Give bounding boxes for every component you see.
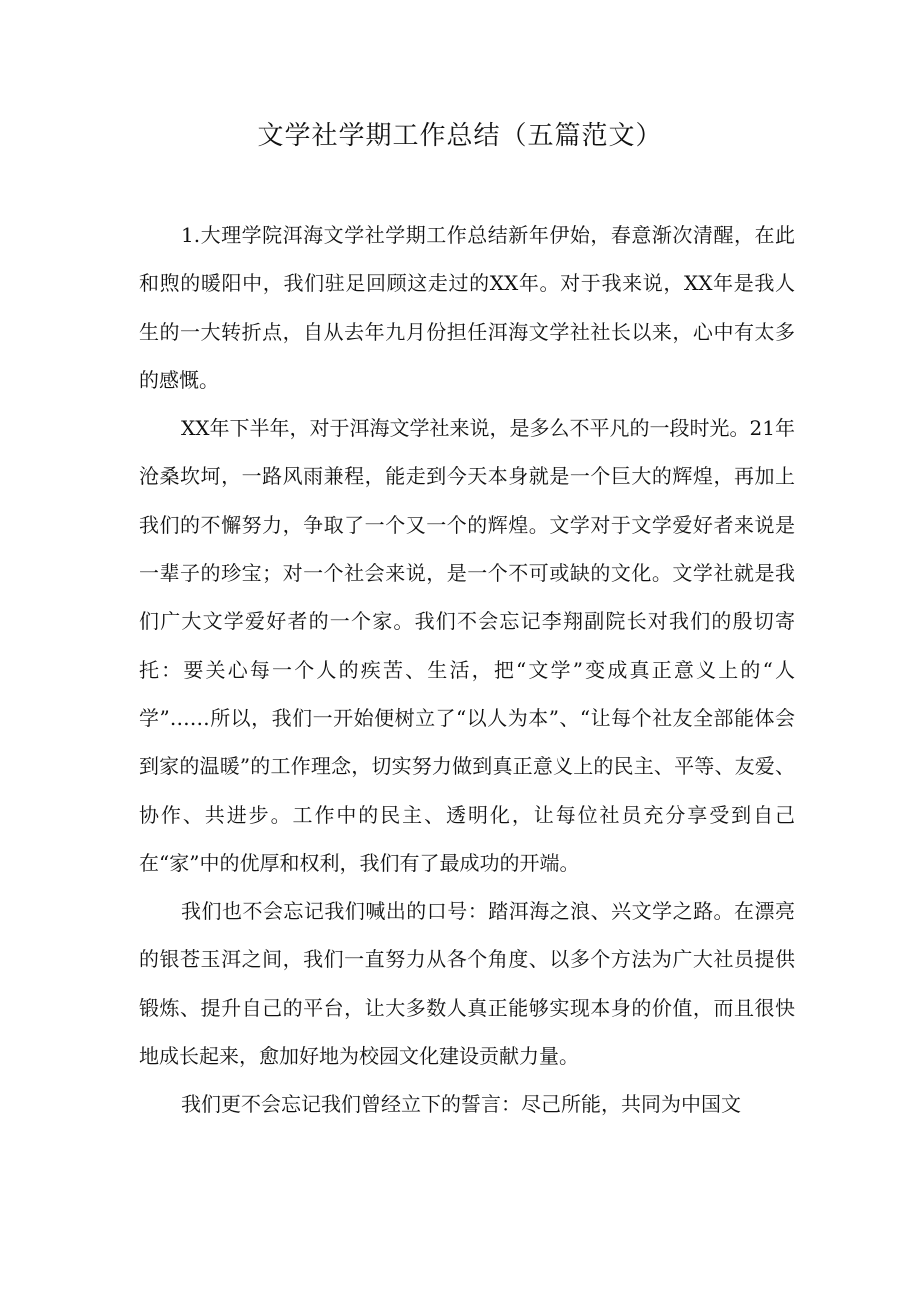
paragraph-2: XX年下半年，对于洱海文学社来说，是多么不平凡的一段时光。21年沧桑坎坷，一路风雨兼程，能走到今天本身就是一个巨大的辉煌，再加上我们的不懈努力，争取了一个又一个的辉煌。文学对于文学爱好者来说是一辈子的珍宝；对一个社会来说，是一个不可或缺的文化。文学社就是我们广大文学爱好者的一个家。我们不会忘记李翔副院长对我们的殷切寄托：要关心每一个人的疾苦、生活，把“文学”变成真正意义上的“人学”……所以，我们一开始便树立了“以人为本”、“让每个社友全部能体会到家的温暖”的工作理念，切实努力做到真正意义上的民主、平等、友爱、协作、共进步。工作中的民主、透明化，让每位社员充分享受到自己在“家”中的优厚和权利，我们有了最成功的开端。 — [139, 416, 795, 875]
paragraph-1: 1.大理学院洱海文学社学期工作总结新年伊始，春意渐次清醒，在此和煦的暖阳中，我们驻足回顾这走过的XX年。对于我来说，XX年是我人生的一大转折点，自从去年九月份担任洱海文学社社长以来，心中有太多的感慨。 — [139, 223, 795, 392]
paragraph-3: 我们也不会忘记我们喊出的口号：踏洱海之浪、兴文学之路。在漂亮的银苍玉洱之间，我们一直努力从各个角度、以多个方法为广大社员提供锻炼、提升自己的平台，让大多数人真正能够实现本身的价值，而且很快地成长起来，愈加好地为校园文化建设贡献力量。 — [139, 899, 795, 1069]
document-body — [139, 211, 795, 1129]
paragraph-4: 我们更不会忘记我们曾经立下的誓言：尽己所能，共同为中国文 — [181, 1092, 741, 1117]
document-title: 文学社学期工作总结（五篇范文） — [257, 121, 663, 151]
